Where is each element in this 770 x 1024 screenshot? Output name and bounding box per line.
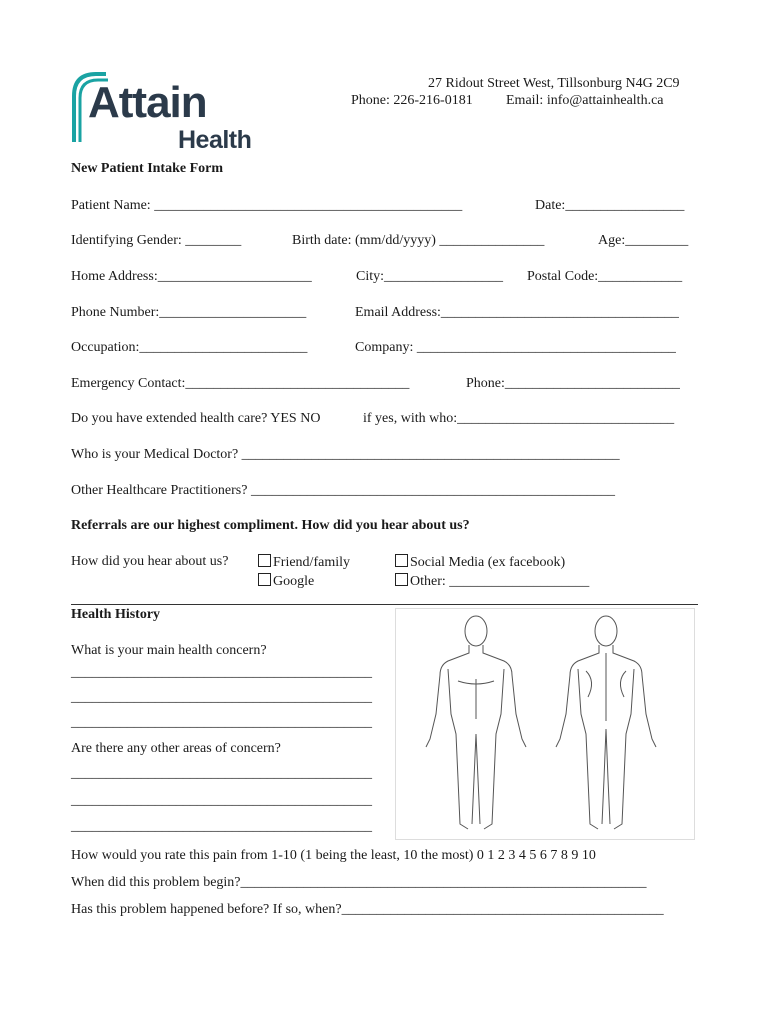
emergency-phone-field[interactable]: Phone:_________________________ — [466, 376, 680, 391]
extended-health-provider-field[interactable]: if yes, with who:_______________________________ — [363, 411, 675, 426]
option-google[interactable] — [258, 573, 314, 590]
answer-line[interactable]: ___________________________________________ — [71, 793, 372, 808]
age-field[interactable]: Age:_________ — [598, 233, 689, 248]
company-field[interactable]: Company: _____________________________________ — [355, 340, 676, 355]
option-social-media[interactable] — [395, 554, 565, 571]
logo-subtitle: Health — [178, 126, 252, 154]
pain-rating-scale[interactable]: How would you rate this pain from 1-10 (1 being the least, 10 the most) 0 1 2 3 4 5 6 7 8 9 10 — [71, 848, 596, 863]
clinic-email: Email: info@attainhealth.ca — [506, 93, 664, 108]
birth-date-field[interactable]: Birth date: (mm/dd/yyyy) _______________ — [292, 233, 545, 248]
medical-doctor-field[interactable]: Who is your Medical Doctor? ______________________________________________________ — [71, 447, 620, 462]
clinic-address: 27 Ridout Street West, Tillsonburg N4G 2C9 — [428, 76, 680, 91]
answer-line[interactable]: ___________________________________________ — [71, 665, 372, 680]
main-concern-question: What is your main health concern? — [71, 643, 267, 658]
option-label: Other: ____________________ — [410, 574, 590, 589]
patient-name-field[interactable]: Patient Name: ____________________________________________ — [71, 198, 463, 213]
checkbox-icon[interactable] — [395, 573, 408, 586]
answer-line[interactable]: ___________________________________________ — [71, 819, 372, 834]
checkbox-icon[interactable] — [395, 554, 408, 567]
date-field[interactable]: Date:_________________ — [535, 198, 685, 213]
logo-wordmark: Attain — [88, 78, 207, 127]
clinic-phone: Phone: 226-216-0181 — [351, 93, 473, 108]
option-label: Social Media (ex facebook) — [410, 555, 566, 570]
other-areas-question: Are there any other areas of concern? — [71, 741, 281, 756]
answer-line[interactable]: ___________________________________________ — [71, 690, 372, 705]
postal-code-field[interactable]: Postal Code:____________ — [527, 269, 683, 284]
checkbox-icon[interactable] — [258, 554, 271, 567]
option-other[interactable] — [395, 573, 589, 590]
extended-health-question[interactable]: Do you have extended health care? YES NO — [71, 411, 321, 426]
attain-health-logo — [68, 66, 260, 162]
option-friend-family[interactable] — [258, 554, 350, 571]
option-label: Friend/family — [273, 555, 350, 570]
health-history-heading: Health History — [71, 607, 161, 622]
happened-before-field[interactable]: Has this problem happened before? If so, when?______________________________________________ — [71, 902, 664, 917]
answer-line[interactable]: ___________________________________________ — [71, 715, 372, 730]
emergency-contact-field[interactable]: Emergency Contact:________________________________ — [71, 376, 410, 391]
checkbox-icon[interactable] — [258, 573, 271, 586]
home-address-field[interactable]: Home Address:______________________ — [71, 269, 312, 284]
body-diagram[interactable] — [395, 608, 695, 840]
form-title: New Patient Intake Form — [71, 161, 224, 176]
other-practitioners-field[interactable]: Other Healthcare Practitioners? ____________________________________________________ — [71, 483, 615, 498]
section-divider — [71, 604, 698, 605]
city-field[interactable]: City:_________________ — [356, 269, 504, 284]
hear-about-question: How did you hear about us? — [71, 554, 229, 569]
gender-field[interactable]: Identifying Gender: ________ — [71, 233, 242, 248]
referrals-heading: Referrals are our highest compliment. How did you hear about us? — [71, 518, 470, 533]
email-address-field[interactable]: Email Address:__________________________________ — [355, 305, 679, 320]
option-label: Google — [273, 574, 315, 589]
occupation-field[interactable]: Occupation:________________________ — [71, 340, 308, 355]
problem-begin-field[interactable]: When did this problem begin?__________________________________________________________ — [71, 875, 647, 890]
body-outline-icon — [396, 609, 694, 839]
answer-line[interactable]: ___________________________________________ — [71, 766, 372, 781]
phone-number-field[interactable]: Phone Number:_____________________ — [71, 305, 307, 320]
